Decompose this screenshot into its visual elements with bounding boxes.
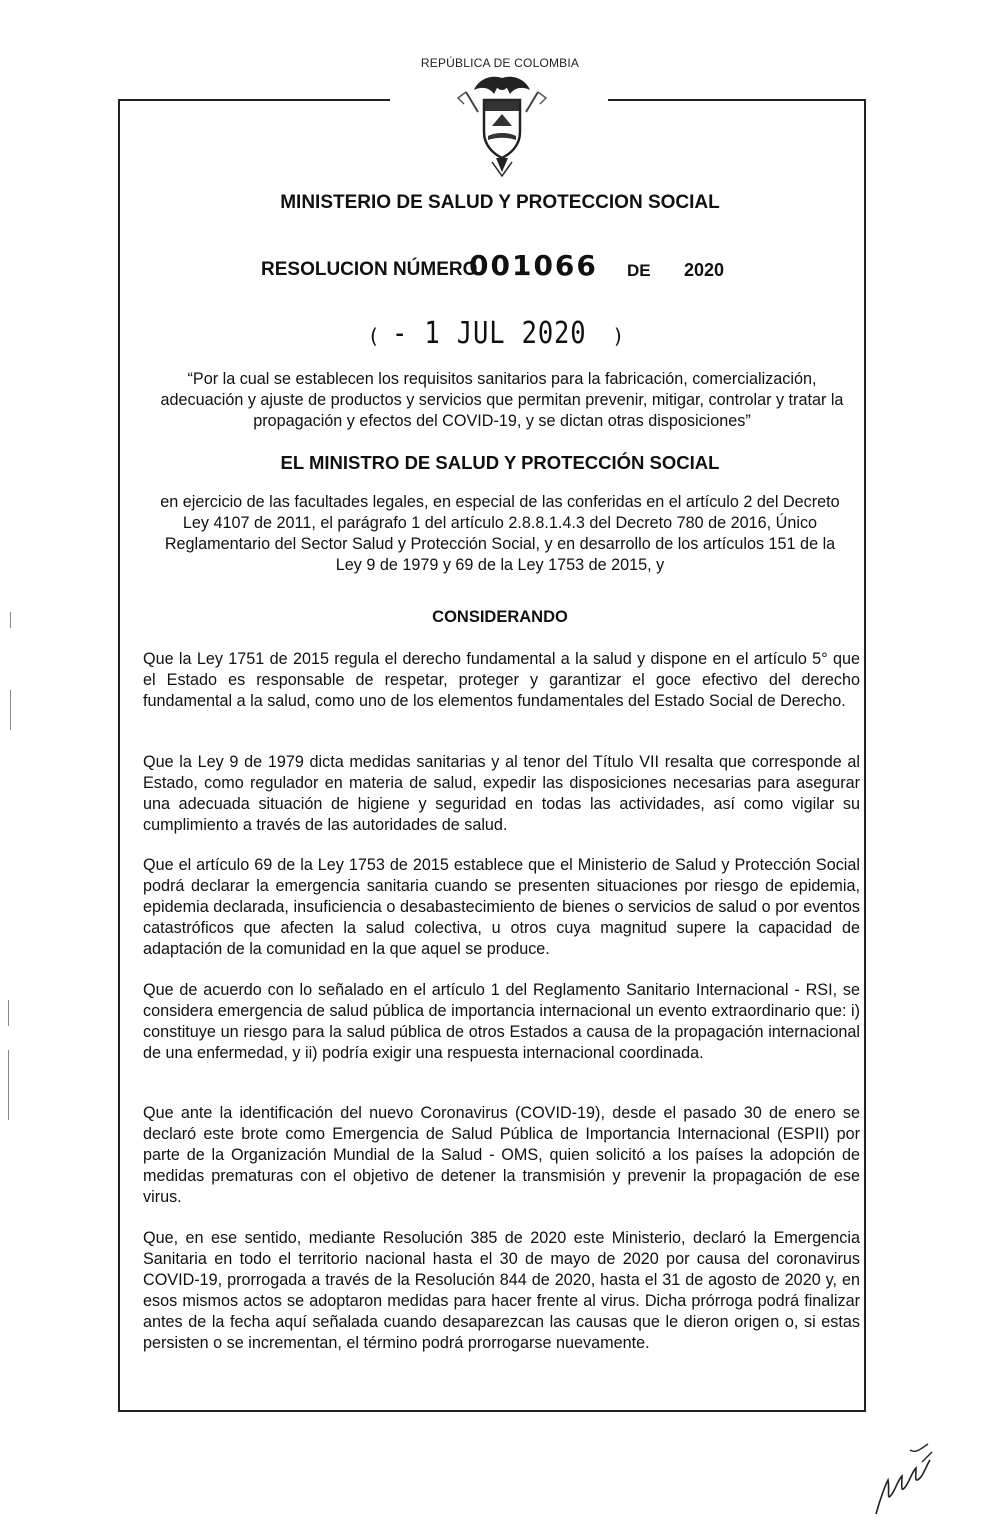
handwritten-signature-icon: [870, 1440, 940, 1520]
minister-heading: EL MINISTRO DE SALUD Y PROTECCIÓN SOCIAL: [280, 452, 720, 473]
considerando-paragraph: Que el artículo 69 de la Ley 1753 de 2015 establece que el Ministerio de Salud y Protección Social podrá declarar la emergencia sanitaria cuando se presenten situaciones por riesgo de epidemia, epidemia declarada, insuficiencia o desabastecimiento de bienes o servicios de salud o por eventos catastróficos que afecten la salud colectiva, u otros cuya magnitud supere la capacidad de adaptación de la comunidad en la que aquel se produce.: [143, 856, 860, 958]
resolution-year: 2020: [684, 260, 725, 280]
legal-powers: en ejercicio de las facultades legales, en especial de las conferidas en el artículo 2 del Decreto Ley 4107 de 2011, el parágrafo 1 del artículo 2.8.8.1.4.3 del Decreto 780 de 2016, Único Reglamentario del Sector Salud y Protección Social, y en desarrollo de los artículos 151 de la Ley 9 de 1979 y 69 de la Ley 1753 de 2015, y: [160, 493, 840, 574]
resolution-number: 001066: [469, 249, 598, 282]
frame-left-line: [118, 99, 120, 1411]
scan-artifact: [10, 690, 11, 730]
frame-top-left-line: [118, 99, 390, 101]
resolution-header: [261, 249, 741, 289]
considerando-paragraph: Que ante la identificación del nuevo Coronavirus (COVID-19), desde el pasado 30 de enero se declaró este brote como Emergencia de Salud Pública de Importancia Internacional (ESPII) por parte de la Organización Mundial de la Salud - OMS, quien solicitó a los países la adopción de medidas prematuras con el objetivo de detener la transmisión y prevenir la propagación de ese virus.: [143, 1104, 860, 1206]
considerando-paragraph: Que la Ley 9 de 1979 dicta medidas sanitarias y al tenor del Título VII resalta que corresponde al Estado, como regulador en materia de salud, expedir las disposiciones necesarias para asegurar una adecuada situación de higiene y seguridad en todas las actividades, así como vigilar su cumplimiento a través de las autoridades de salud.: [143, 753, 860, 834]
scan-artifact: [8, 1000, 9, 1026]
scan-artifact: [8, 1050, 9, 1120]
ministry-title: MINISTERIO DE SALUD Y PROTECCION SOCIAL: [280, 192, 720, 213]
colombia-coat-of-arms-icon: [452, 70, 552, 180]
country-name: REPÚBLICA DE COLOMBIA: [420, 56, 580, 70]
considerando-paragraph: Que de acuerdo con lo señalado en el artículo 1 del Reglamento Sanitario Internacional - RSI, se considera emergencia de salud pública de importancia internacional un evento extraordinario que: i) constituye un riesgo para la salud pública de otros Estados a causa de la propagación internacional de una enfermedad, y ii) podría exigir una respuesta internacional coordinada.: [143, 981, 860, 1062]
resolution-subject: “Por la cual se establecen los requisitos sanitarios para la fabricación, comercialización, adecuación y ajuste de productos y servicios que permitan prevenir, mitigar, controlar y tratar la propagación y efectos del COVID-19, y se dictan otras disposiciones”: [160, 370, 844, 430]
date-paren-close: ): [614, 324, 622, 348]
resolution-de: DE: [627, 261, 651, 280]
considerando-paragraph: Que la Ley 1751 de 2015 regula el derecho fundamental a la salud y dispone en el artículo 5° que el Estado es responsable de respetar, proteger y garantizar el goce efectivo del derecho fundamental a la salud, como uno de los elementos fundamentales del Estado Social de Derecho.: [143, 650, 860, 710]
frame-right-line: [864, 99, 866, 1411]
considerando-heading: CONSIDERANDO: [432, 608, 568, 626]
frame-top-right-line: [608, 99, 865, 101]
date-paren-open: (: [370, 324, 378, 348]
date-stamp: - 1 JUL 2020: [392, 316, 587, 351]
resolution-label: RESOLUCION NÚMERO: [261, 259, 478, 280]
considerando-paragraph: Que, en ese sentido, mediante Resolución 385 de 2020 este Ministerio, declaró la Emergencia Sanitaria en todo el territorio nacional hasta el 30 de mayo de 2020 por causa del coronavirus COVID-19, prorrogada a través de la Resolución 844 de 2020, hasta el 31 de agosto de 2020 y, en esos mismos actos se adoptaron medidas para hacer frente al virus. Dicha prórroga podrá finalizar antes de la fecha aquí señalada cuando desaparezcan las causas que le dieron origen o, si estas persisten o se incrementan, el término podrá prorrogarse nuevamente.: [143, 1229, 860, 1352]
scan-artifact: [10, 612, 11, 628]
resolution-date: [370, 316, 640, 356]
frame-bottom-line: [118, 1410, 866, 1412]
